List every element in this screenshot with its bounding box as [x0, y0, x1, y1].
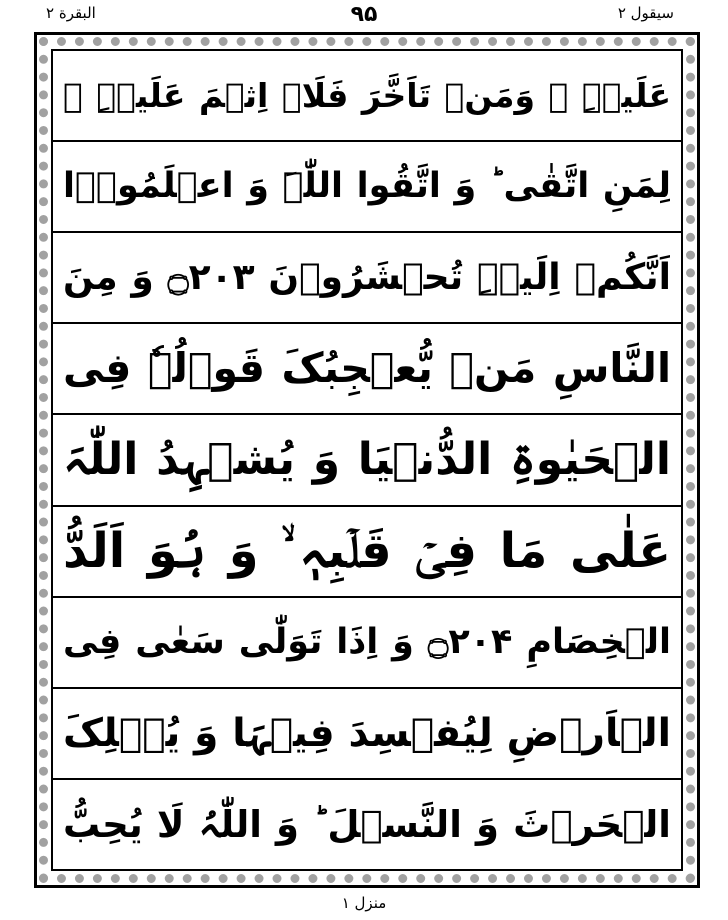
text-frame	[51, 49, 683, 871]
verse-text: الۡخِصَامِ ۝۲۰۴ وَ اِذَا تَوَلّٰی سَعٰی فِی	[63, 621, 671, 662]
verse-line-3	[53, 233, 681, 324]
para-name: سیقول ۲	[617, 4, 674, 22]
verse-text: الۡاَرۡضِ لِیُفۡسِدَ فِیۡہَا وَ یُہۡلِکَ	[63, 710, 671, 756]
manzil-label: منزل ۱	[341, 894, 387, 912]
verse-text: عَلَیۡہِ ۚ وَمَنۡ تَاَخَّرَ فَلَاۤ اِثۡمَ عَلَیۡہِ ۙ	[63, 76, 671, 116]
verse-text: الۡحَرۡثَ وَ النَّسۡلَ ؕ وَ اللّٰہُ لَا یُحِبُّ	[63, 802, 671, 846]
verse-line-7	[53, 598, 681, 689]
verse-line-6	[53, 507, 681, 598]
surah-name: البقرة ۲	[46, 4, 96, 22]
page-number: ۹۵	[350, 2, 378, 27]
verse-text: لِمَنِ اتَّقٰی ؕ وَ اتَّقُوا اللّٰہَ وَ اعۡلَمُوۡۤا	[63, 166, 671, 207]
verse-line-9	[53, 780, 681, 869]
verse-text: الۡحَیٰوۃِ الدُّنۡیَا وَ یُشۡہِدُ اللّٰہَ	[63, 433, 671, 485]
verse-line-5	[53, 415, 681, 506]
page-border	[34, 32, 700, 888]
verse-lines	[53, 51, 681, 869]
verse-line-1	[53, 51, 681, 142]
verse-line-4	[53, 324, 681, 415]
verse-text: عَلٰی مَا فِیۡ قَلۡبِہٖ ۙ وَ ہُوَ اَلَدُّ	[63, 523, 671, 580]
verse-text: اَنَّکُمۡ اِلَیۡہِ تُحۡشَرُوۡنَ ۝۲۰۳ وَ مِنَ	[63, 256, 671, 298]
verse-line-8	[53, 689, 681, 780]
verse-line-2	[53, 142, 681, 233]
verse-text: النَّاسِ مَنۡ یُّعۡجِبُکَ قَوۡلُہٗ فِی	[63, 344, 671, 393]
